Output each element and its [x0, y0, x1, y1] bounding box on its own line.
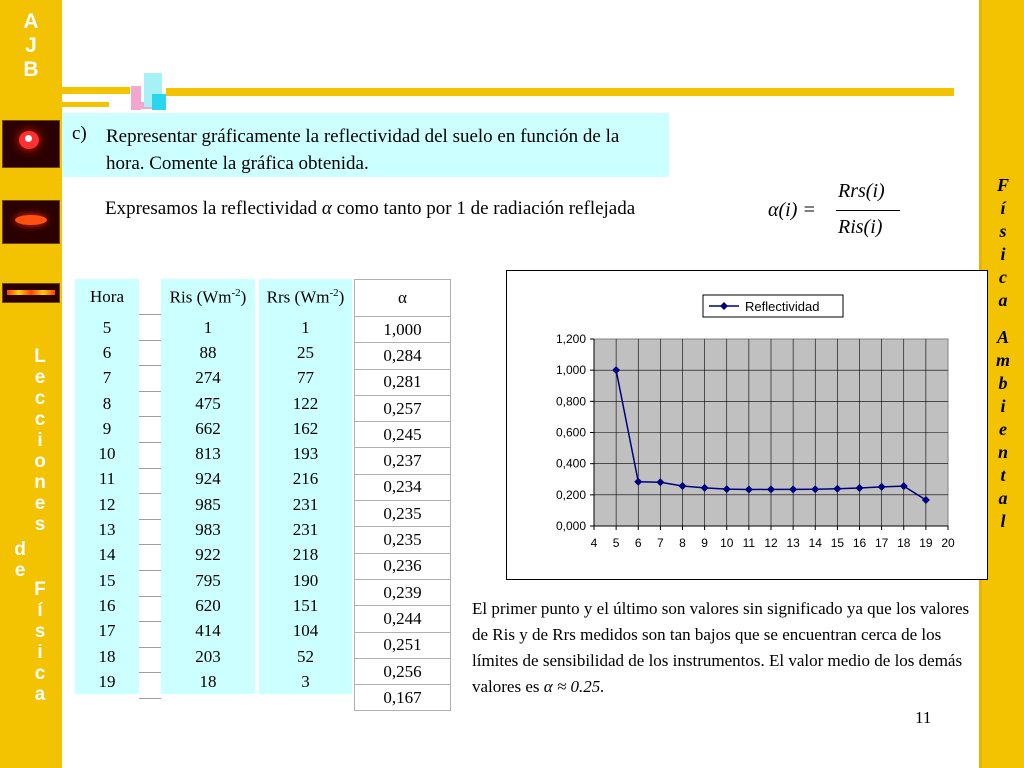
- table-row: [75, 568, 139, 593]
- table-cell-alpha: 1,000: [355, 317, 451, 343]
- table-row: [161, 340, 255, 365]
- x-tick-label: 8: [679, 536, 686, 550]
- table-row: [161, 593, 255, 618]
- table-row: [259, 416, 352, 441]
- table-row: [75, 315, 139, 340]
- table-cell-alpha: 0,239: [355, 579, 451, 605]
- table-row: [161, 492, 255, 517]
- table-cell-rrs: 231: [259, 517, 352, 542]
- x-tick-label: 18: [897, 536, 911, 550]
- table-row: [161, 644, 255, 669]
- thumbnail-image-1: [2, 120, 60, 168]
- table-row: [355, 632, 451, 658]
- formula-numerator: Rrs(i): [838, 180, 885, 202]
- decor-line: [62, 102, 109, 107]
- table-cell-rrs: 3: [259, 669, 352, 694]
- table-cell-ris: 88: [161, 340, 255, 365]
- table-cell-hora: 19: [75, 669, 139, 694]
- table-row: [355, 448, 451, 474]
- table-row: [355, 527, 451, 553]
- table-row: [259, 441, 352, 466]
- thumbnail-image-2: [2, 200, 60, 244]
- left-sidebar: [0, 0, 62, 768]
- question-box: [62, 113, 669, 177]
- table-cell-ris: 414: [161, 619, 255, 644]
- decor-line: [166, 88, 954, 96]
- table-cell-rrs: 193: [259, 441, 352, 466]
- table-row: [161, 416, 255, 441]
- table-cell-hora: 12: [75, 492, 139, 517]
- table-cell-alpha: 0,257: [355, 395, 451, 421]
- author-initials: A J B: [23, 10, 39, 81]
- table-row: [75, 669, 139, 694]
- table-cell-hora: 5: [75, 315, 139, 340]
- table-cell-hora: 6: [75, 340, 139, 365]
- table-row: [259, 366, 352, 391]
- decor-block: [152, 94, 166, 110]
- table-cell-alpha: 0,245: [355, 422, 451, 448]
- table-cell-alpha: 0,281: [355, 369, 451, 395]
- table-cell-alpha: 0,284: [355, 343, 451, 369]
- table-cell-hora: 8: [75, 391, 139, 416]
- y-tick-label: 1,200: [555, 332, 586, 346]
- table-cell-rrs: 52: [259, 644, 352, 669]
- page-number: 11: [915, 708, 932, 727]
- table-row: [75, 619, 139, 644]
- table-cell-ris: 924: [161, 467, 255, 492]
- y-tick-label: 1,000: [555, 363, 586, 378]
- x-tick-label: 17: [874, 536, 889, 550]
- table-row: [75, 340, 139, 365]
- table-cell-hora: 17: [75, 619, 139, 644]
- table-cell-ris: 985: [161, 492, 255, 517]
- table-cell-hora: 15: [75, 568, 139, 593]
- table-row: [75, 467, 139, 492]
- hora-column: [75, 279, 139, 694]
- table-row: [355, 369, 451, 395]
- table-row: [259, 517, 352, 542]
- table-row: [259, 340, 352, 365]
- x-tick-label: 7: [657, 536, 664, 550]
- table-cell-hora: 16: [75, 593, 139, 618]
- table-cell-ris: 1: [161, 315, 255, 340]
- alpha-column: [354, 279, 451, 711]
- table-row: [259, 467, 352, 492]
- table-cell-rrs: 104: [259, 619, 352, 644]
- table-cell-hora: 9: [75, 416, 139, 441]
- table-row: [75, 366, 139, 391]
- y-tick-label: 0,200: [555, 487, 586, 502]
- x-tick-label: 12: [764, 536, 778, 550]
- question-text: Representar gráficamente la reflectividad del suelo en función de la hora. Comente la gráfica obtenida.: [106, 126, 620, 174]
- table-row: [355, 658, 451, 684]
- x-tick-label: 16: [852, 536, 867, 550]
- sidebar-vertical-title: L e c c i o n e s d e F í s i c a: [14, 346, 46, 705]
- table-cell-rrs: 25: [259, 340, 352, 365]
- table-cell-rrs: 218: [259, 543, 352, 568]
- table-row: [75, 391, 139, 416]
- table-header-hora: Hora: [75, 279, 139, 315]
- table-cell-alpha: 0,244: [355, 606, 451, 632]
- table-row: [75, 543, 139, 568]
- chart-canvas: [507, 271, 987, 579]
- table-row: [259, 543, 352, 568]
- table-row: [355, 343, 451, 369]
- question-letter: c): [72, 123, 87, 144]
- table-cell-ris: 795: [161, 568, 255, 593]
- table-header-alpha: α: [355, 280, 451, 317]
- table-cell-ris: 18: [161, 669, 255, 694]
- table-cell-ris: 813: [161, 441, 255, 466]
- rrs-column: [259, 279, 352, 694]
- alpha-symbol: α: [321, 198, 332, 219]
- table-cell-hora: 18: [75, 644, 139, 669]
- x-tick-label: 5: [612, 536, 620, 550]
- table-row: [355, 606, 451, 632]
- table-cell-hora: 11: [75, 467, 139, 492]
- x-tick-label: 4: [590, 536, 598, 550]
- y-tick-label: 0,800: [555, 394, 586, 409]
- table-cell-rrs: 1: [259, 315, 352, 340]
- expression-text: Expresamos la reflectividad α como tanto por 1 de radiación reflejada: [105, 198, 636, 219]
- table-cell-alpha: 0,251: [355, 632, 451, 658]
- table-row: [75, 416, 139, 441]
- table-row: [259, 619, 352, 644]
- table-row: [75, 492, 139, 517]
- table-cell-rrs: 122: [259, 391, 352, 416]
- table-cell-alpha: 0,167: [355, 685, 451, 711]
- table-row: [161, 543, 255, 568]
- table-cell-alpha: 0,235: [355, 501, 451, 527]
- x-tick-label: 9: [701, 536, 708, 550]
- table-row: [355, 685, 451, 711]
- table-cell-alpha: 0,234: [355, 474, 451, 500]
- alpha-approx-symbol: α ≈ 0.25.: [543, 677, 605, 696]
- table-row: [161, 669, 255, 694]
- table-cell-alpha: 0,236: [355, 553, 451, 579]
- x-tick-label: 20: [941, 536, 955, 550]
- table-row: [75, 644, 139, 669]
- table-cell-rrs: 77: [259, 366, 352, 391]
- table-row: [259, 391, 352, 416]
- right-vertical-title: F í s i c a A m b i e n t a l: [995, 175, 1010, 531]
- table-cell-rrs: 231: [259, 492, 352, 517]
- table-row: [161, 391, 255, 416]
- x-tick-label: 11: [742, 536, 756, 550]
- table-cell-ris: 922: [161, 543, 255, 568]
- table-row: [259, 492, 352, 517]
- table-row: [75, 517, 139, 542]
- thumbnail-image-3: [2, 283, 60, 303]
- table-row: [355, 501, 451, 527]
- table-cell-hora: 10: [75, 441, 139, 466]
- reflectivity-chart: [506, 270, 988, 580]
- table-cell-rrs: 151: [259, 593, 352, 618]
- table-row: [161, 568, 255, 593]
- table-row: [259, 315, 352, 340]
- x-tick-label: 10: [720, 536, 734, 550]
- table-row: [355, 553, 451, 579]
- table-cell-hora: 13: [75, 517, 139, 542]
- table-cell-alpha: 0,256: [355, 658, 451, 684]
- legend-label: Reflectividad: [745, 299, 820, 314]
- table-row: [161, 315, 255, 340]
- table-row: [259, 593, 352, 618]
- table-cell-ris: 662: [161, 416, 255, 441]
- ris-column: [161, 279, 255, 694]
- y-tick-label: 0,400: [555, 456, 586, 471]
- table-cell-ris: 983: [161, 517, 255, 542]
- table-row: [355, 395, 451, 421]
- table-row: [355, 579, 451, 605]
- table-row: [161, 517, 255, 542]
- table-row: [355, 422, 451, 448]
- table-cell-ris: 274: [161, 366, 255, 391]
- table-row: [161, 366, 255, 391]
- table-row: [75, 593, 139, 618]
- x-tick-label: 19: [919, 536, 933, 550]
- table-cell-ris: 475: [161, 391, 255, 416]
- formula-denominator: Ris(i): [838, 216, 883, 238]
- table-cell-alpha: 0,237: [355, 448, 451, 474]
- table-row: [75, 441, 139, 466]
- table-header-ris: Ris $(Wm^{-2})$: [161, 279, 255, 315]
- table-cell-hora: 7: [75, 366, 139, 391]
- y-tick-label: 0,600: [555, 425, 586, 440]
- table-row: [161, 441, 255, 466]
- table-cell-alpha: 0,235: [355, 527, 451, 553]
- x-tick-label: 14: [808, 536, 822, 550]
- table-cell-ris: 203: [161, 644, 255, 669]
- decor-line: [62, 87, 130, 94]
- table-cell-rrs: 216: [259, 467, 352, 492]
- y-tick-label: 0,000: [555, 519, 586, 533]
- table-row: [259, 644, 352, 669]
- x-tick-label: 15: [830, 536, 845, 550]
- x-tick-label: 6: [634, 536, 642, 550]
- table-header-rrs: Rrs $(Wm^{-2})$: [259, 279, 352, 315]
- table-row: [259, 669, 352, 694]
- x-tick-label: 13: [786, 536, 800, 550]
- table-spacer: [139, 279, 161, 709]
- table-row: [355, 474, 451, 500]
- table-row: [161, 467, 255, 492]
- explanation-note: El primer punto y el último son valores sin significado ya que los valores de Ris y de Rrs medidos son tan bajos que se encuentran cerca de los límites de sensibilidad de los instrumentos. El valor medio de los demás valores es α ≈ 0.25.: [472, 599, 970, 696]
- table-cell-ris: 620: [161, 593, 255, 618]
- table-row: [161, 619, 255, 644]
- table-cell-rrs: 190: [259, 568, 352, 593]
- table-row: [259, 568, 352, 593]
- table-cell-hora: 14: [75, 543, 139, 568]
- table-row: [355, 317, 451, 343]
- table-cell-rrs: 162: [259, 416, 352, 441]
